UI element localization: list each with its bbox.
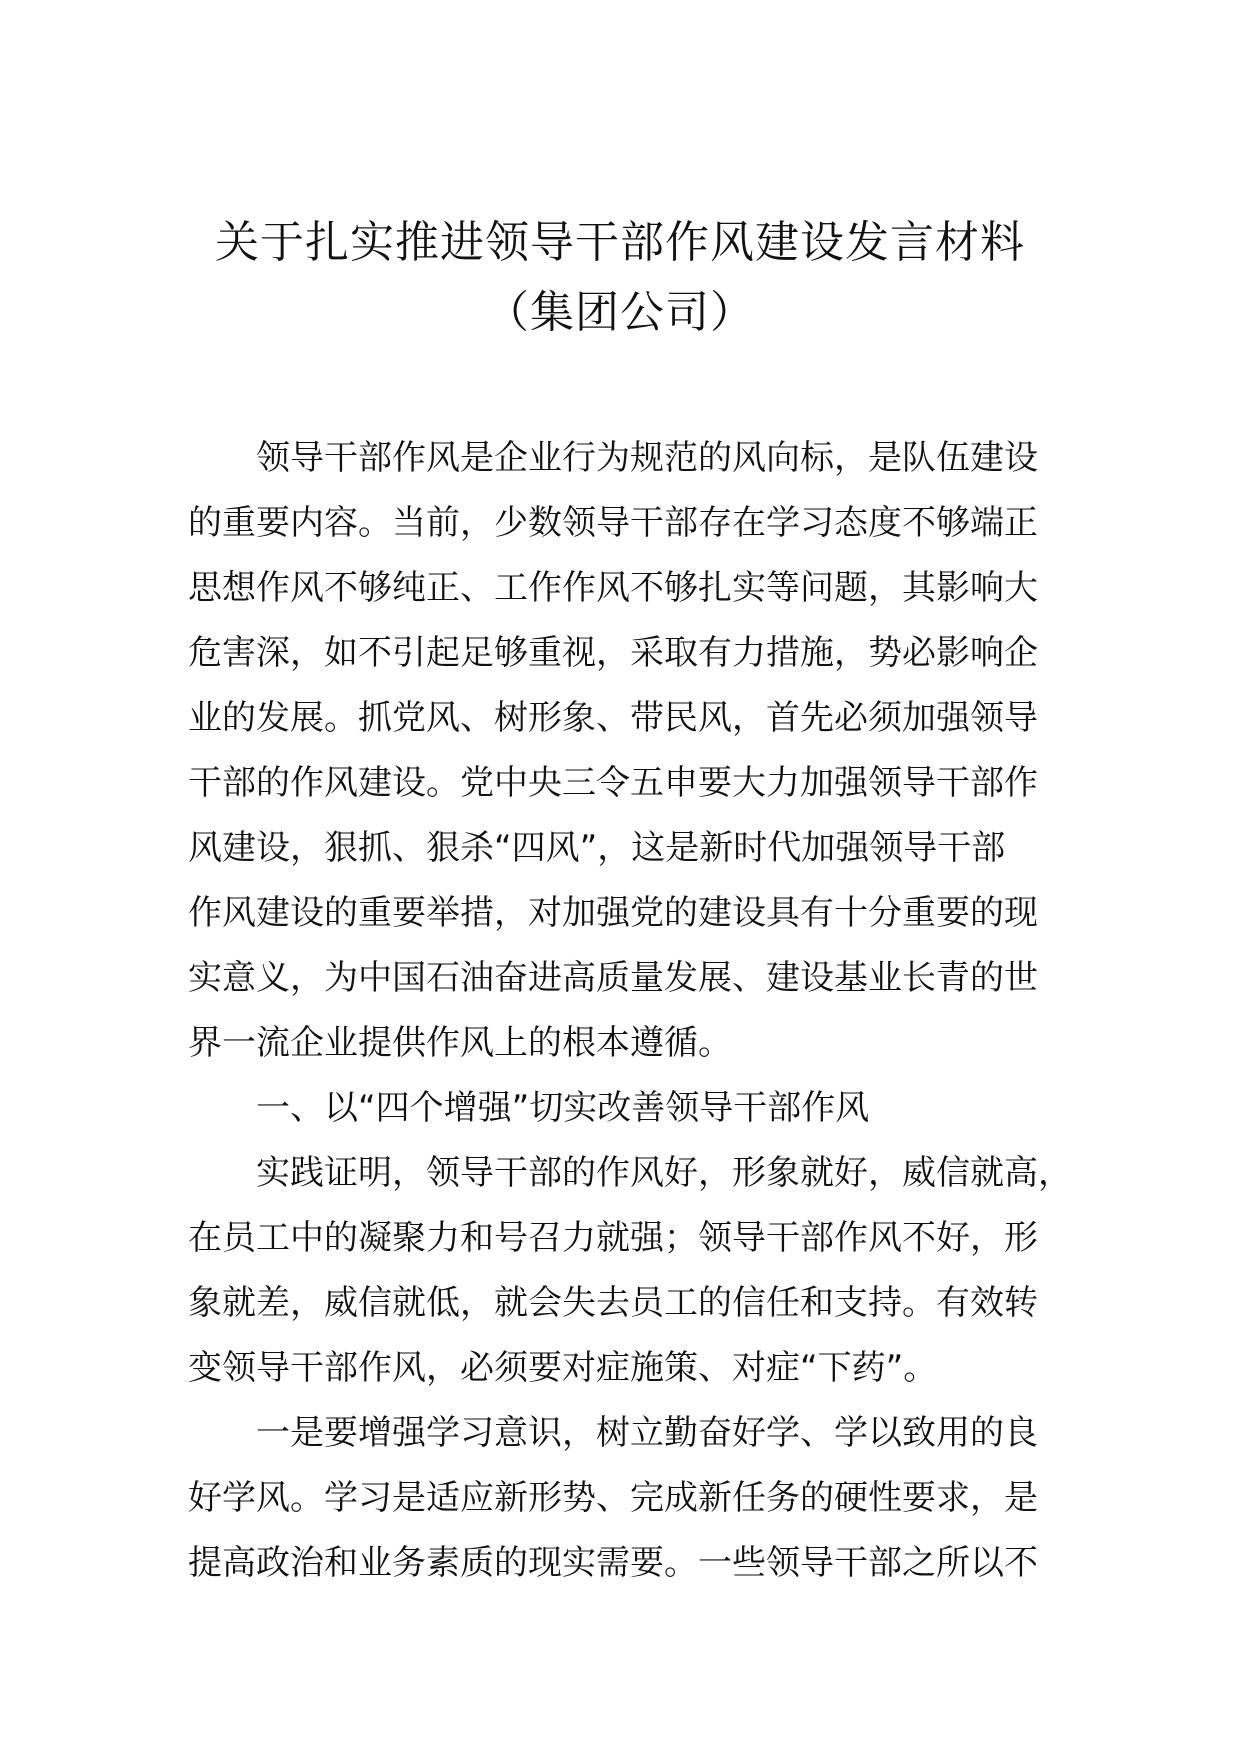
- paragraph-line: 界一流企业提供作风上的根本遵循。: [188, 1023, 732, 1063]
- paragraph-line: 业的发展。抓党风、树形象、带民风，首先必须加强领导: [188, 698, 1038, 738]
- paragraph-line: 实践证明，领导干部的作风好，形象就好，威信就高，: [256, 1153, 1072, 1193]
- paragraph-line: 好学风。学习是适应新形势、完成新任务的硬性要求，是: [188, 1478, 1038, 1518]
- paragraph-line: 一是要增强学习意识，树立勤奋好学、学以致用的良: [256, 1413, 1038, 1453]
- paragraph-line: 作风建设的重要举措，对加强党的建设具有十分重要的现: [188, 893, 1038, 933]
- paragraph-line: 变领导干部作风，必须要对症施策、对症“下药”。: [188, 1348, 938, 1388]
- paragraph-line: 象就差，威信就低，就会失去员工的信任和支持。有效转: [188, 1283, 1038, 1323]
- paragraph-line: 风建设，狠抓、狠杀“四风”，这是新时代加强领导干部: [188, 828, 1006, 868]
- document-body: [188, 426, 1088, 1596]
- paragraph-line: 在员工中的凝聚力和号召力就强；领导干部作风不好，形: [188, 1218, 1038, 1258]
- paragraph-line: 干部的作风建设。党中央三令五申要大力加强领导干部作: [188, 763, 1038, 803]
- title-line-2: （集团公司）: [485, 287, 755, 338]
- document-title: [0, 208, 1240, 348]
- paragraph-line: 危害深，如不引起足够重视，采取有力措施，势必影响企: [188, 633, 1038, 673]
- paragraph-line: 实意义，为中国石油奋进高质量发展、建设基业长青的世: [188, 958, 1038, 998]
- paragraph-line: 提高政治和业务素质的现实需要。一些领导干部之所以不: [188, 1543, 1038, 1583]
- section-heading: 一、以“四个增强”切实改善领导干部作风: [256, 1088, 870, 1128]
- paragraph-line: 思想作风不够纯正、工作作风不够扎实等问题，其影响大: [188, 568, 1038, 608]
- title-line-1: 关于扎实推进领导干部作风建设发言材料: [215, 217, 1025, 268]
- paragraph-line: 领导干部作风是企业行为规范的风向标，是队伍建设: [256, 438, 1038, 478]
- paragraph-line: 的重要内容。当前，少数领导干部存在学习态度不够端正: [188, 503, 1038, 543]
